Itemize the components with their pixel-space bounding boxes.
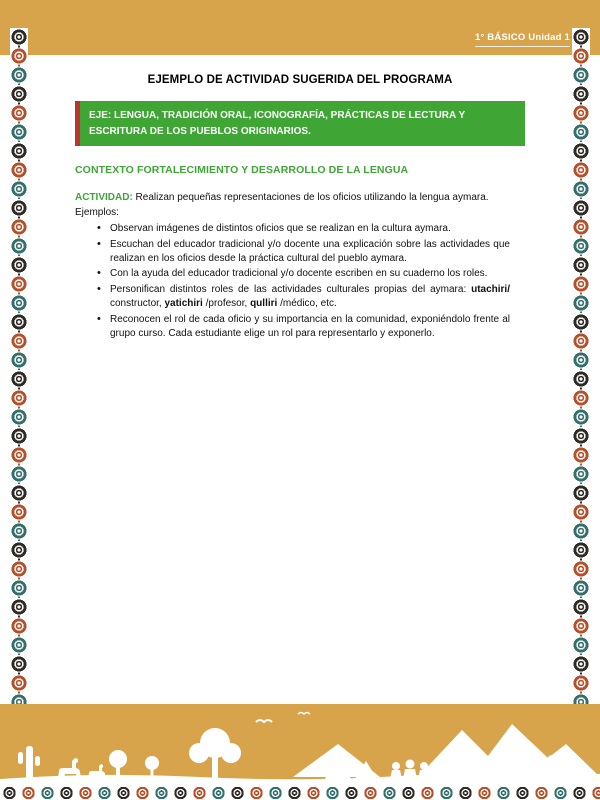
eje-banner-text: EJE: LENGUA, TRADICIÓN ORAL, ICONOGRAFÍA, PRÁCTICAS DE LECTURA Y ESCRITURA DE LOS PUEBLOS ORIGINARIOS. <box>89 110 465 137</box>
bullet-text-segment: /médico, etc. <box>277 297 337 309</box>
bullet-item <box>95 267 510 281</box>
content-area <box>75 74 525 342</box>
landscape-silhouette-graphic <box>0 704 600 786</box>
activity-paragraph <box>75 191 525 205</box>
bullet-text-segment: qulliri <box>250 297 278 309</box>
bullet-text-segment: Observan imágenes de distintos oficios que se realizan en la cultura aymara. <box>110 223 451 234</box>
bullet-text-segment: Personifican distintos roles de las actividades culturales propias del aymara: <box>110 284 472 296</box>
bullet-item <box>95 238 510 266</box>
bullet-text-segment: yatichiri <box>164 297 203 309</box>
bullet-item <box>95 313 510 341</box>
bottom-decorative-border <box>0 786 600 800</box>
activity-text: Realizan pequeñas representaciones de los oficios utilizando la lengua aymara. <box>132 192 489 203</box>
footer-illustration <box>0 704 600 786</box>
context-heading: CONTEXTO FORTALECIMIENTO Y DESARROLLO DE LA LENGUA <box>75 164 409 176</box>
bullet-text-segment: Con la ayuda del educador tradicional y/o docente escriben en su cuaderno los roles. <box>110 268 488 280</box>
bullet-text-segment: /profesor, <box>202 297 251 309</box>
bullet-text-segment: constructor, <box>110 297 165 309</box>
examples-label: Ejemplos: <box>75 207 119 218</box>
bullet-text-segment: Escuchan del educador tradicional y/o docente una explicación sobre las actividades que realizan en los oficios desde la práctica cultural del pueblo aymara. <box>110 238 510 264</box>
page-title: EJEMPLO DE ACTIVIDAD SUGERIDA DEL PROGRAMA <box>147 74 453 86</box>
bullet-text-segment: Reconocen el rol de cada oficio y su importancia en la comunidad, exponiéndolo frente al grupo curso. Cada estudiante elige un rol para representarlo y exponerlo. <box>110 313 510 339</box>
eje-banner <box>75 101 525 146</box>
right-decorative-border <box>572 28 590 708</box>
bullet-item <box>95 283 510 311</box>
activity-label: ACTIVIDAD: <box>75 192 133 203</box>
unit-badge: 1° BÁSICO Unidad 1 <box>475 32 570 47</box>
bullet-text-segment: utachiri/ <box>471 284 510 296</box>
left-decorative-border <box>10 28 28 708</box>
activity-bullet-list <box>95 222 510 340</box>
bullet-item <box>95 222 510 236</box>
top-header-band <box>0 0 600 55</box>
